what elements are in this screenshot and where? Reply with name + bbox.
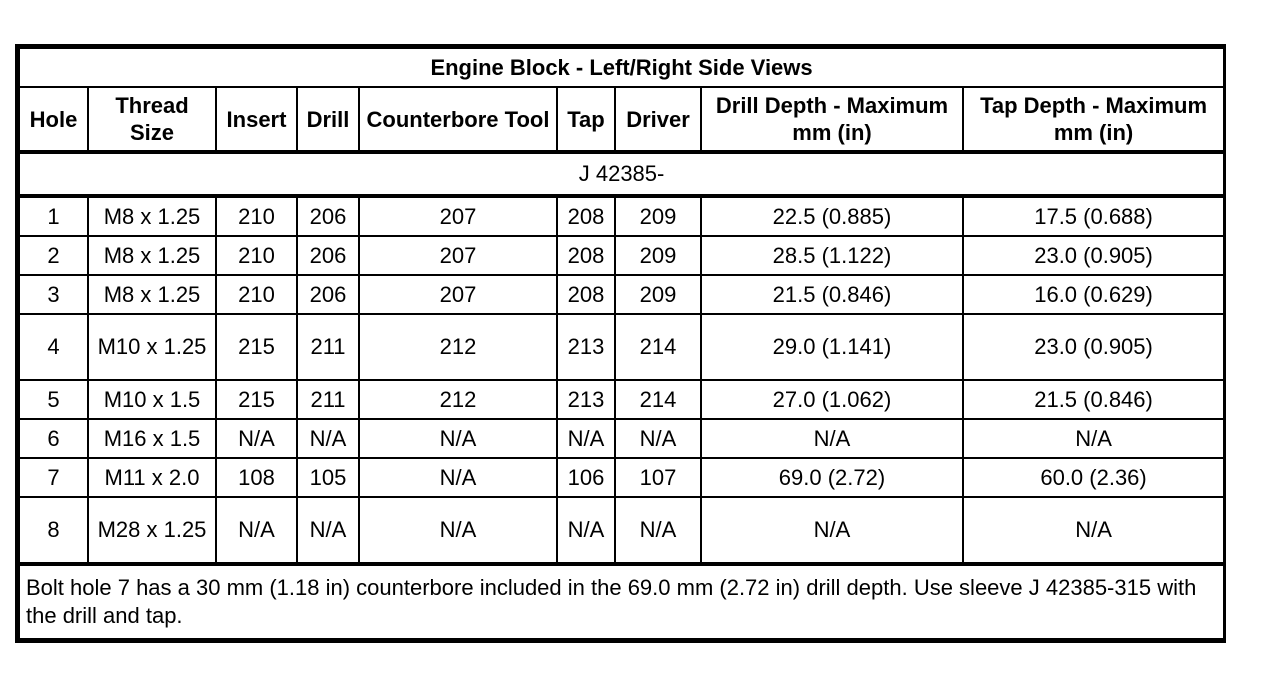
header-tap-depth: Tap Depth - Maximum mm (in): [963, 87, 1224, 152]
cell-drill: 211: [297, 314, 359, 380]
cell-driver: 107: [615, 458, 701, 497]
cell-insert: 215: [216, 380, 297, 419]
cell-driver: 209: [615, 196, 701, 236]
cell-thread-size: M11 x 2.0: [88, 458, 216, 497]
cell-tap: 106: [557, 458, 615, 497]
cell-counterbore-tool: 207: [359, 196, 557, 236]
cell-hole: 4: [19, 314, 88, 380]
header-counterbore-tool: Counterbore Tool: [359, 87, 557, 152]
footnote: Bolt hole 7 has a 30 mm (1.18 in) counterbore included in the 69.0 mm (2.72 in) drill depth. Use sleeve J 42385-315 with the drill and tap.: [19, 564, 1224, 639]
cell-tap-depth: N/A: [963, 497, 1224, 564]
cell-thread-size: M8 x 1.25: [88, 275, 216, 314]
table-row: [19, 314, 1224, 380]
table-row: [19, 236, 1224, 275]
cell-drill: 211: [297, 380, 359, 419]
cell-tap: 208: [557, 236, 615, 275]
cell-tap: N/A: [557, 497, 615, 564]
header-driver: Driver: [615, 87, 701, 152]
table-row: [19, 196, 1224, 236]
tool-series-label: J 42385-: [19, 152, 1224, 196]
cell-hole: 8: [19, 497, 88, 564]
header-thread-size: Thread Size: [88, 87, 216, 152]
header-hole: Hole: [19, 87, 88, 152]
cell-insert: 215: [216, 314, 297, 380]
cell-counterbore-tool: N/A: [359, 458, 557, 497]
cell-drill-depth: N/A: [701, 419, 963, 458]
cell-thread-size: M28 x 1.25: [88, 497, 216, 564]
cell-insert: N/A: [216, 419, 297, 458]
cell-drill-depth: N/A: [701, 497, 963, 564]
header-drill: Drill: [297, 87, 359, 152]
cell-tap-depth: 60.0 (2.36): [963, 458, 1224, 497]
cell-thread-size: M8 x 1.25: [88, 196, 216, 236]
cell-tap-depth: 17.5 (0.688): [963, 196, 1224, 236]
table-body: [19, 152, 1224, 564]
cell-driver: 214: [615, 380, 701, 419]
engine-block-table-frame: [15, 44, 1226, 643]
table-row: [19, 419, 1224, 458]
engine-block-specs-table: [18, 47, 1225, 640]
cell-drill: N/A: [297, 497, 359, 564]
table-row: [19, 275, 1224, 314]
cell-hole: 3: [19, 275, 88, 314]
cell-tap: 213: [557, 314, 615, 380]
cell-tap: 208: [557, 196, 615, 236]
cell-tap-depth: 16.0 (0.629): [963, 275, 1224, 314]
cell-drill: 206: [297, 196, 359, 236]
cell-tap-depth: 21.5 (0.846): [963, 380, 1224, 419]
cell-thread-size: M10 x 1.25: [88, 314, 216, 380]
cell-counterbore-tool: N/A: [359, 419, 557, 458]
cell-tap: 213: [557, 380, 615, 419]
cell-tap-depth: 23.0 (0.905): [963, 314, 1224, 380]
cell-hole: 7: [19, 458, 88, 497]
cell-drill-depth: 29.0 (1.141): [701, 314, 963, 380]
cell-driver: 214: [615, 314, 701, 380]
cell-hole: 1: [19, 196, 88, 236]
cell-insert: 210: [216, 275, 297, 314]
cell-drill-depth: 69.0 (2.72): [701, 458, 963, 497]
cell-counterbore-tool: 207: [359, 236, 557, 275]
table-row: [19, 380, 1224, 419]
cell-counterbore-tool: 212: [359, 380, 557, 419]
cell-hole: 6: [19, 419, 88, 458]
cell-driver: N/A: [615, 497, 701, 564]
cell-drill: N/A: [297, 419, 359, 458]
table-title: Engine Block - Left/Right Side Views: [19, 48, 1224, 87]
cell-driver: 209: [615, 275, 701, 314]
cell-drill-depth: 21.5 (0.846): [701, 275, 963, 314]
table-row: [19, 497, 1224, 564]
cell-insert: 108: [216, 458, 297, 497]
cell-drill: 206: [297, 236, 359, 275]
cell-insert: 210: [216, 196, 297, 236]
cell-insert: 210: [216, 236, 297, 275]
cell-thread-size: M8 x 1.25: [88, 236, 216, 275]
cell-thread-size: M10 x 1.5: [88, 380, 216, 419]
header-insert: Insert: [216, 87, 297, 152]
header-drill-depth: Drill Depth - Maximum mm (in): [701, 87, 963, 152]
cell-driver: N/A: [615, 419, 701, 458]
cell-tap-depth: N/A: [963, 419, 1224, 458]
cell-tap: N/A: [557, 419, 615, 458]
cell-drill-depth: 28.5 (1.122): [701, 236, 963, 275]
cell-hole: 2: [19, 236, 88, 275]
header-tap: Tap: [557, 87, 615, 152]
cell-drill-depth: 27.0 (1.062): [701, 380, 963, 419]
cell-hole: 5: [19, 380, 88, 419]
cell-driver: 209: [615, 236, 701, 275]
cell-drill: 206: [297, 275, 359, 314]
cell-counterbore-tool: N/A: [359, 497, 557, 564]
cell-counterbore-tool: 207: [359, 275, 557, 314]
cell-tap: 208: [557, 275, 615, 314]
cell-tap-depth: 23.0 (0.905): [963, 236, 1224, 275]
cell-insert: N/A: [216, 497, 297, 564]
table-row: [19, 458, 1224, 497]
cell-thread-size: M16 x 1.5: [88, 419, 216, 458]
cell-drill-depth: 22.5 (0.885): [701, 196, 963, 236]
cell-drill: 105: [297, 458, 359, 497]
cell-counterbore-tool: 212: [359, 314, 557, 380]
